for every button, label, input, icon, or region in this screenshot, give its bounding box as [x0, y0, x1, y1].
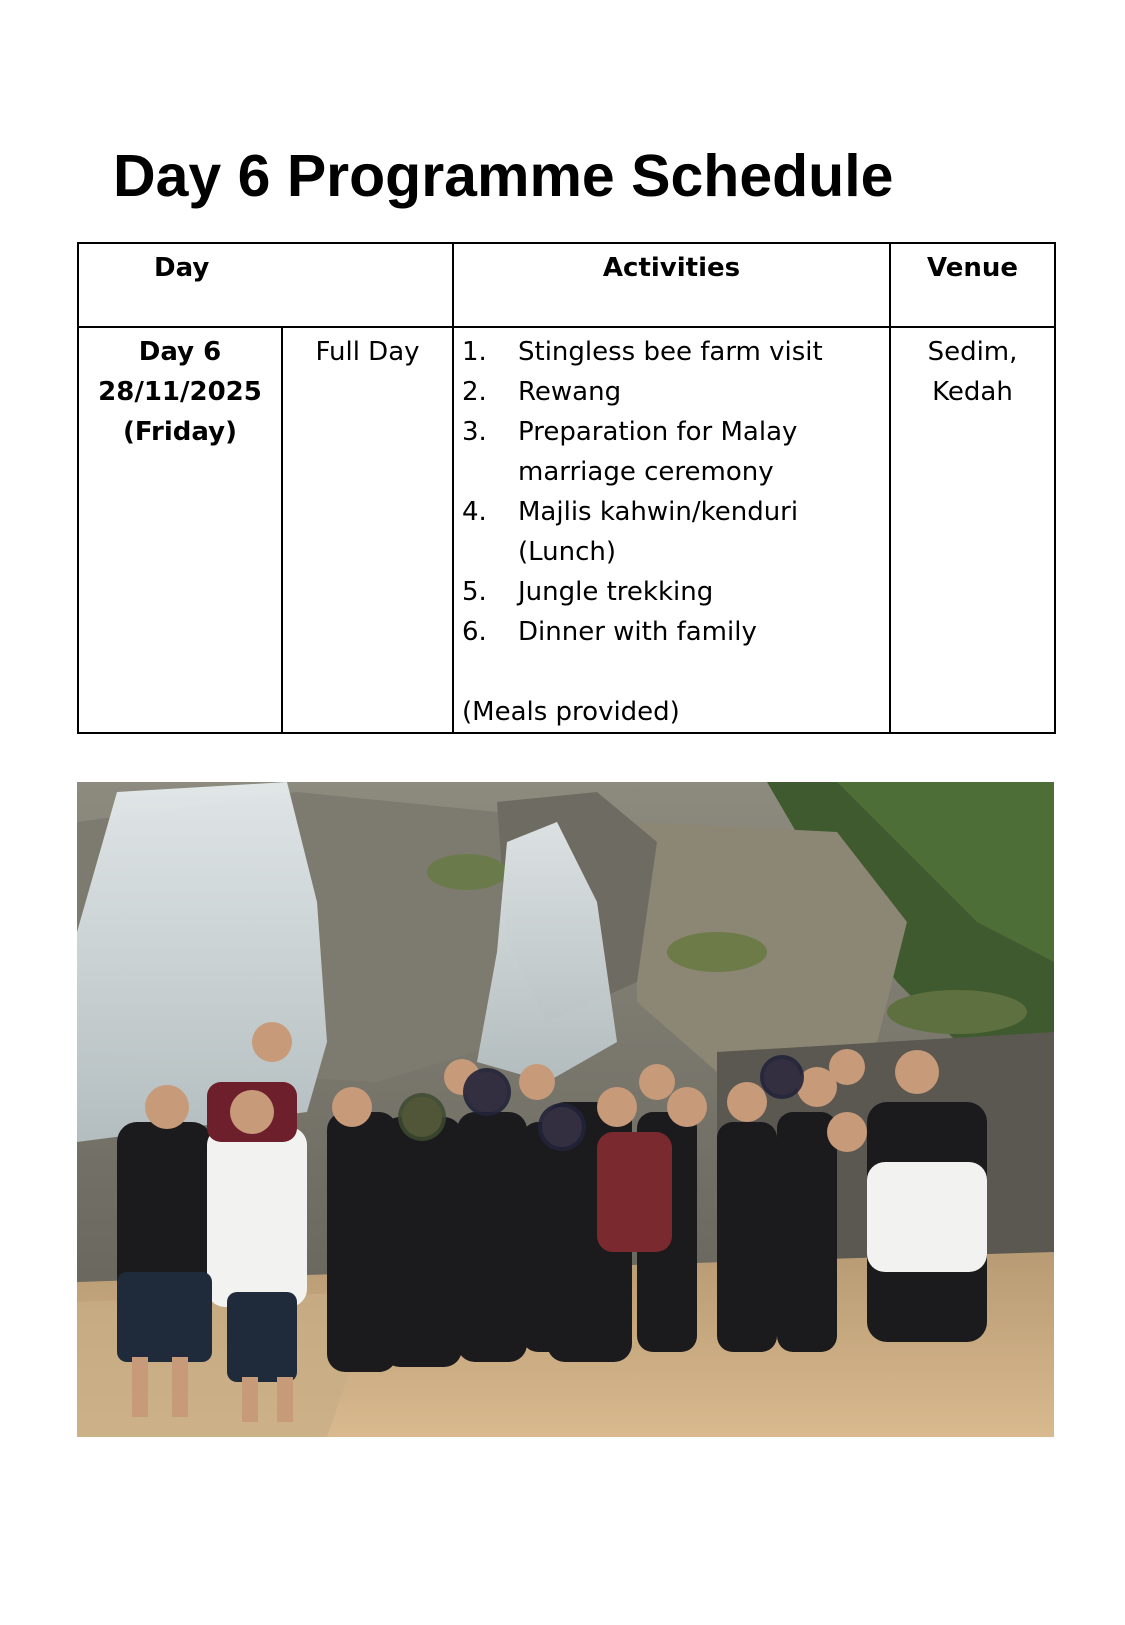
day-cell — [78, 327, 282, 733]
list-item-number: 4. — [462, 497, 487, 527]
list-item — [462, 372, 889, 412]
list-item-text: Rewang — [518, 377, 622, 407]
list-item-text: Dinner with family — [518, 617, 757, 647]
venue-place: Sedim, — [927, 337, 1018, 367]
day-date: 28/11/2025 — [98, 377, 262, 407]
list-item — [462, 612, 889, 652]
list-item-text: Preparation for Malay marriage ceremony — [518, 417, 798, 487]
table-row — [78, 327, 1055, 733]
header-day: Day — [78, 243, 453, 327]
group-photo — [77, 782, 1054, 1437]
list-item — [462, 572, 889, 612]
page-title: Day 6 Programme Schedule — [113, 143, 894, 209]
list-item-text: Stingless bee farm visit — [518, 337, 823, 367]
list-item-text: Majlis kahwin/kenduri (Lunch) — [518, 497, 799, 567]
list-item-number: 2. — [462, 377, 487, 407]
list-item — [462, 412, 889, 492]
time-label: Full Day — [315, 337, 420, 367]
schedule-table — [77, 242, 1056, 734]
list-item-number: 3. — [462, 417, 487, 447]
list-item — [462, 332, 889, 372]
activities-cell — [453, 327, 890, 733]
list-item-text: Jungle trekking — [518, 577, 714, 607]
header-activities: Activities — [453, 243, 890, 327]
list-item-number: 1. — [462, 337, 487, 367]
meals-note: (Meals provided) — [462, 697, 680, 727]
day-number: Day 6 — [138, 337, 222, 367]
venue-state: Kedah — [932, 377, 1013, 407]
list-item-number: 6. — [462, 617, 487, 647]
table-header-row — [78, 243, 1055, 327]
list-item-number: 5. — [462, 577, 487, 607]
list-item — [462, 492, 889, 572]
venue-cell — [890, 327, 1055, 733]
header-venue: Venue — [890, 243, 1055, 327]
time-cell — [282, 327, 453, 733]
day-weekday: (Friday) — [123, 417, 237, 447]
